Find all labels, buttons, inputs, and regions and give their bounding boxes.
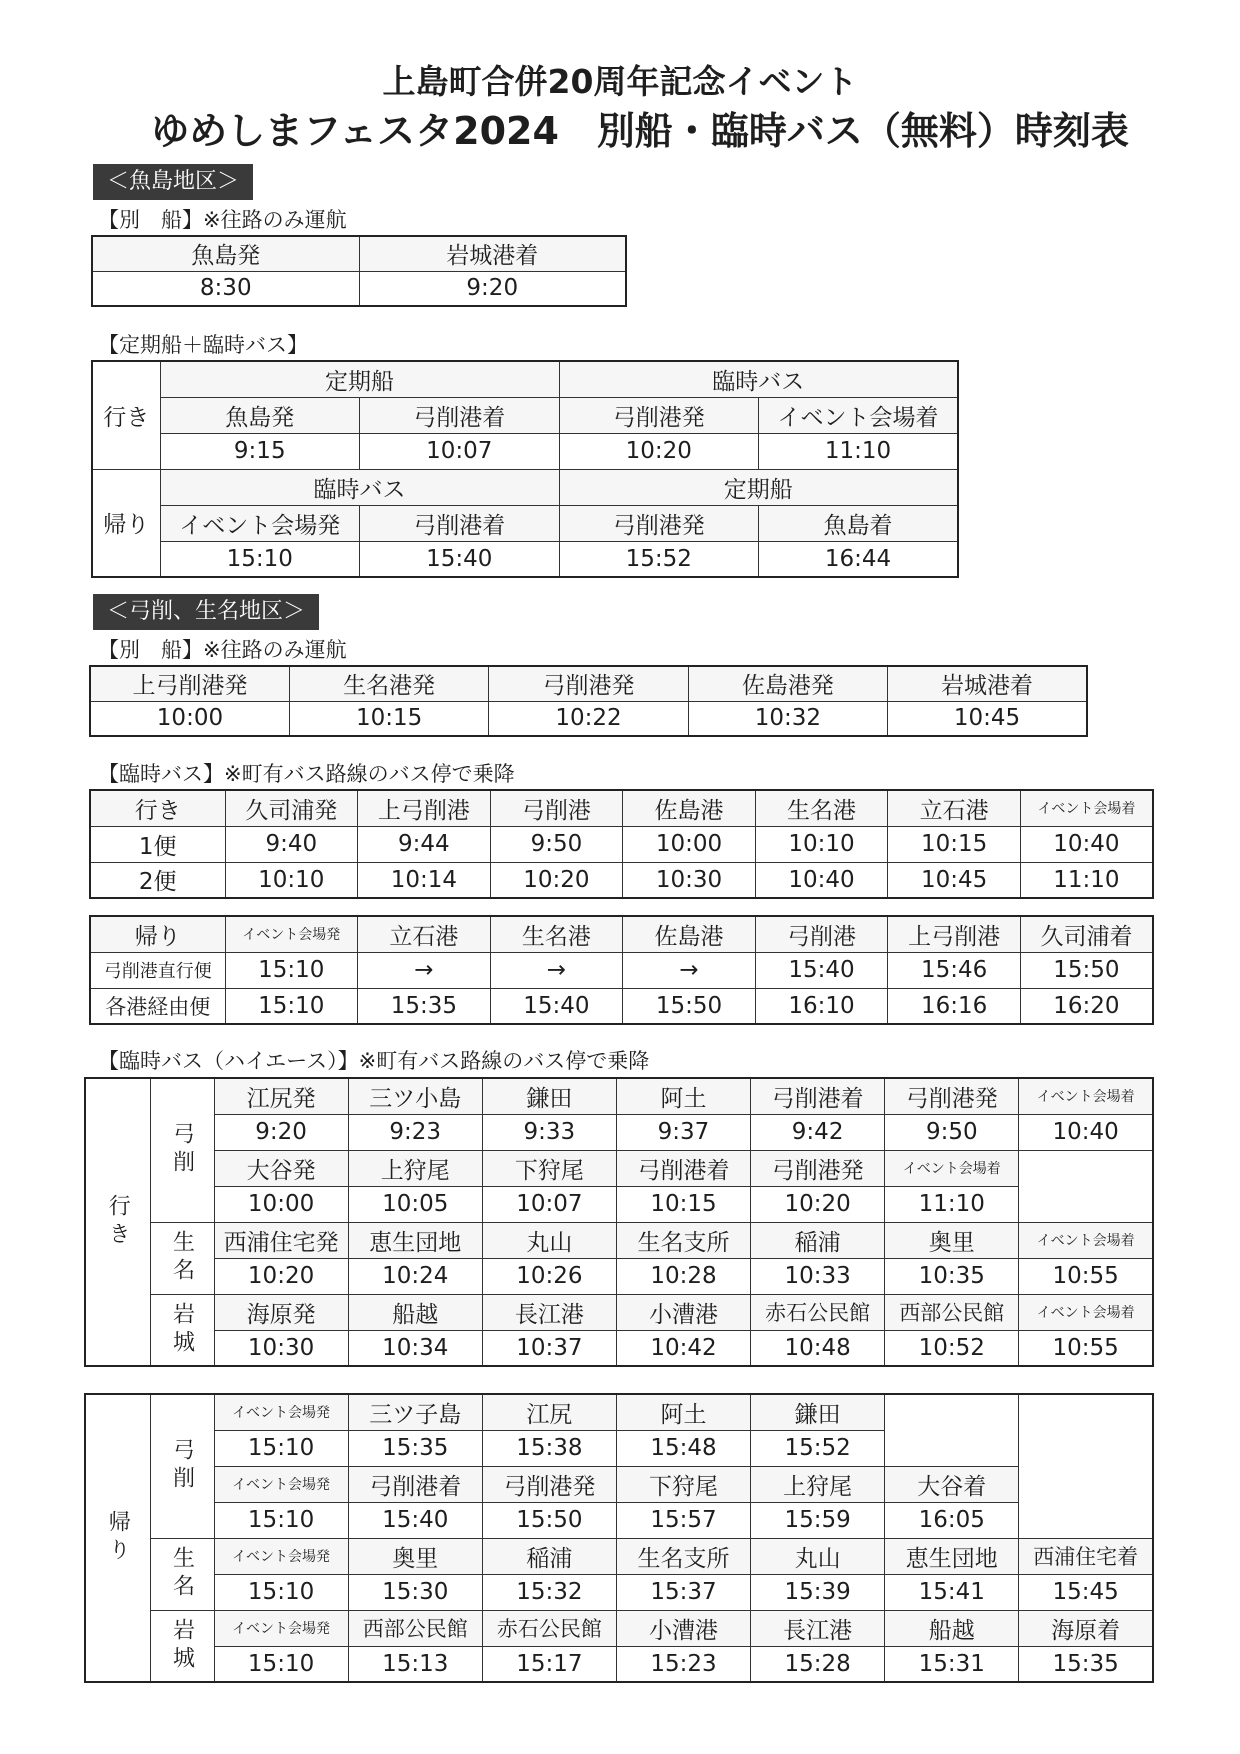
empty-cell bbox=[1019, 1150, 1153, 1222]
time-cell: 10:20 bbox=[214, 1258, 348, 1294]
time-cell: 15:50 bbox=[1020, 952, 1153, 988]
stop-header: 大谷発 bbox=[214, 1150, 348, 1186]
hiace-out-table bbox=[84, 1077, 1154, 1367]
stop-header: 大谷着 bbox=[885, 1466, 1019, 1502]
time-cell: 11:10 bbox=[1020, 862, 1153, 898]
empty-cell bbox=[1019, 1394, 1153, 1538]
uoshima-ferry-table bbox=[91, 235, 627, 307]
time-cell: 10:10 bbox=[755, 826, 888, 862]
stop-header: イベント会場発 bbox=[160, 505, 360, 541]
group-header: 定期船 bbox=[559, 469, 958, 505]
bus-row-label: 2便 bbox=[90, 862, 225, 898]
time-cell: 10:24 bbox=[348, 1258, 482, 1294]
bus-header: 立石港 bbox=[888, 790, 1021, 826]
ferry-time: 9:20 bbox=[359, 271, 626, 306]
time-cell: 10:42 bbox=[616, 1330, 750, 1366]
time-cell: 10:40 bbox=[755, 862, 888, 898]
time-cell: 10:10 bbox=[225, 862, 358, 898]
time-cell: 10:34 bbox=[348, 1330, 482, 1366]
stop-header: 長江港 bbox=[482, 1294, 616, 1330]
time-cell: 16:05 bbox=[885, 1502, 1019, 1538]
stop-header: 小漕港 bbox=[616, 1294, 750, 1330]
stop-header: 弓削港発 bbox=[559, 505, 759, 541]
time-cell: 9:15 bbox=[160, 433, 360, 469]
stop-header: 鎌田 bbox=[482, 1078, 616, 1114]
time-cell: 10:33 bbox=[751, 1258, 885, 1294]
stop-header: 長江港 bbox=[751, 1610, 885, 1646]
time-cell: 15:46 bbox=[888, 952, 1021, 988]
stop-header: 弓削港発 bbox=[482, 1466, 616, 1502]
stop-header: 弓削港着 bbox=[616, 1150, 750, 1186]
stop-header: 上狩尾 bbox=[348, 1150, 482, 1186]
area-label-yuge: 弓削 bbox=[150, 1078, 214, 1222]
bus-header: 上弓削港 bbox=[358, 790, 491, 826]
stop-header: 西浦住宅発 bbox=[214, 1222, 348, 1258]
bus-header: 弓削港 bbox=[490, 790, 623, 826]
stop-header: 鎌田 bbox=[751, 1394, 885, 1430]
time-cell: 16:20 bbox=[1020, 988, 1153, 1024]
uoshima-regular-label: 【定期船＋臨時バス】 bbox=[98, 333, 308, 357]
stop-header: 生名支所 bbox=[616, 1538, 750, 1574]
stop-header: 弓削港着 bbox=[360, 397, 560, 433]
stop-header: 赤石公民館 bbox=[482, 1610, 616, 1646]
stop-header: 弓削港着 bbox=[751, 1078, 885, 1114]
time-cell: 15:10 bbox=[160, 541, 360, 577]
time-cell: 15:41 bbox=[885, 1574, 1019, 1610]
area-label-ikina: 生名 bbox=[150, 1222, 214, 1294]
group-header: 臨時バス bbox=[559, 361, 958, 397]
bus-header: 行き bbox=[90, 790, 225, 826]
time-cell: 15:37 bbox=[616, 1574, 750, 1610]
stop-header: 丸山 bbox=[482, 1222, 616, 1258]
stop-header: 阿土 bbox=[616, 1078, 750, 1114]
time-cell: 10:15 bbox=[888, 826, 1021, 862]
stop-header: 奥里 bbox=[885, 1222, 1019, 1258]
stop-header: 魚島発 bbox=[160, 397, 360, 433]
stop-header: 魚島着 bbox=[759, 505, 959, 541]
stop-header: 江尻発 bbox=[214, 1078, 348, 1114]
stop-header: 生名支所 bbox=[616, 1222, 750, 1258]
time-cell: → bbox=[358, 952, 491, 988]
time-cell: 16:10 bbox=[755, 988, 888, 1024]
time-cell: 15:50 bbox=[482, 1502, 616, 1538]
time-cell: 15:10 bbox=[214, 1574, 348, 1610]
area-label-ikina: 生名 bbox=[150, 1538, 214, 1610]
time-cell: 15:23 bbox=[616, 1646, 750, 1682]
stop-header: 江尻 bbox=[482, 1394, 616, 1430]
area-label-yuge: 弓削 bbox=[150, 1394, 214, 1538]
stop-header: 小漕港 bbox=[616, 1610, 750, 1646]
stop-header: イベント会場発 bbox=[214, 1610, 348, 1646]
stop-header: 弓削港発 bbox=[885, 1078, 1019, 1114]
stop-header: 奥里 bbox=[348, 1538, 482, 1574]
bus-header: 佐島港 bbox=[623, 916, 756, 952]
ferry-time: 8:30 bbox=[92, 271, 359, 306]
bus-header: 立石港 bbox=[358, 916, 491, 952]
stop-header: 下狩尾 bbox=[482, 1150, 616, 1186]
stop-header: イベント会場発 bbox=[214, 1394, 348, 1430]
bus-header: 生名港 bbox=[755, 790, 888, 826]
time-cell: 9:37 bbox=[616, 1114, 750, 1150]
stop-header: 海原発 bbox=[214, 1294, 348, 1330]
time-cell: 10:55 bbox=[1019, 1258, 1153, 1294]
stop-header: イベント会場発 bbox=[214, 1466, 348, 1502]
bus-row-label: 1便 bbox=[90, 826, 225, 862]
title-line1: 上島町合併20周年記念イベント bbox=[382, 62, 858, 101]
empty-cell bbox=[885, 1394, 1019, 1466]
group-header: 臨時バス bbox=[160, 469, 559, 505]
time-cell: 10:45 bbox=[888, 862, 1021, 898]
stop-header: 稲浦 bbox=[482, 1538, 616, 1574]
time-cell: 15:45 bbox=[1019, 1574, 1153, 1610]
time-cell: 15:40 bbox=[348, 1502, 482, 1538]
ferry-time: 10:22 bbox=[489, 701, 688, 736]
stop-header: 船越 bbox=[885, 1610, 1019, 1646]
time-cell: 9:23 bbox=[348, 1114, 482, 1150]
time-cell: 15:10 bbox=[225, 952, 358, 988]
stop-header: 弓削港発 bbox=[751, 1150, 885, 1186]
time-cell: 10:48 bbox=[751, 1330, 885, 1366]
stop-header: 恵生団地 bbox=[885, 1538, 1019, 1574]
stop-header: 丸山 bbox=[751, 1538, 885, 1574]
bus-row-label: 各港経由便 bbox=[90, 988, 225, 1024]
bus-header: 久司浦着 bbox=[1020, 916, 1153, 952]
yuge-bus-ret-table bbox=[89, 915, 1154, 1025]
stop-header: 恵生団地 bbox=[348, 1222, 482, 1258]
stop-header: 赤石公民館 bbox=[751, 1294, 885, 1330]
stop-header: 下狩尾 bbox=[616, 1466, 750, 1502]
time-cell: 10:37 bbox=[482, 1330, 616, 1366]
outbound-label: 行き bbox=[92, 361, 160, 469]
time-cell: 10:26 bbox=[482, 1258, 616, 1294]
time-cell: 15:28 bbox=[751, 1646, 885, 1682]
ferry-header: 弓削港発 bbox=[489, 666, 688, 701]
time-cell: 15:10 bbox=[214, 1646, 348, 1682]
group-header: 定期船 bbox=[160, 361, 559, 397]
time-cell: 9:40 bbox=[225, 826, 358, 862]
time-cell: 10:52 bbox=[885, 1330, 1019, 1366]
area-label-iwagi: 岩城 bbox=[150, 1610, 214, 1682]
time-cell: → bbox=[623, 952, 756, 988]
time-cell: 10:00 bbox=[623, 826, 756, 862]
uoshima-ferry-label: 【別 船】※往路のみ運航 bbox=[98, 208, 347, 232]
stop-header: 西部公民館 bbox=[348, 1610, 482, 1646]
bus-header: 弓削港 bbox=[755, 916, 888, 952]
stop-header: 弓削港着 bbox=[348, 1466, 482, 1502]
time-cell: 9:50 bbox=[885, 1114, 1019, 1150]
yuge-ferry-table bbox=[89, 665, 1088, 737]
stop-header: イベント会場着 bbox=[759, 397, 959, 433]
time-cell: 10:35 bbox=[885, 1258, 1019, 1294]
bus-header: 上弓削港 bbox=[888, 916, 1021, 952]
bus-header: イベント会場発 bbox=[225, 916, 358, 952]
stop-header: イベント会場着 bbox=[1019, 1222, 1153, 1258]
bus-header: 生名港 bbox=[490, 916, 623, 952]
stop-header: 弓削港発 bbox=[559, 397, 759, 433]
ferry-header: 佐島港発 bbox=[688, 666, 887, 701]
time-cell: 15:31 bbox=[885, 1646, 1019, 1682]
time-cell: 9:42 bbox=[751, 1114, 885, 1150]
time-cell: 15:13 bbox=[348, 1646, 482, 1682]
time-cell: 15:10 bbox=[214, 1430, 348, 1466]
bus-header: 帰り bbox=[90, 916, 225, 952]
time-cell: 10:07 bbox=[360, 433, 560, 469]
time-cell: 15:40 bbox=[755, 952, 888, 988]
time-cell: → bbox=[490, 952, 623, 988]
bus-row-label: 弓削港直行便 bbox=[90, 952, 225, 988]
time-cell: 9:44 bbox=[358, 826, 491, 862]
stop-header: 弓削港着 bbox=[360, 505, 560, 541]
time-cell: 10:00 bbox=[214, 1186, 348, 1222]
hiace-label: 【臨時バス（ハイエース）】※町有バス路線のバス停で乗降 bbox=[98, 1049, 650, 1073]
time-cell: 15:30 bbox=[348, 1574, 482, 1610]
stop-header: 西浦住宅着 bbox=[1019, 1538, 1153, 1574]
time-cell: 15:52 bbox=[751, 1430, 885, 1466]
ferry-time: 10:00 bbox=[90, 701, 289, 736]
time-cell: 9:20 bbox=[214, 1114, 348, 1150]
time-cell: 9:33 bbox=[482, 1114, 616, 1150]
yuge-ferry-label: 【別 船】※往路のみ運航 bbox=[98, 638, 347, 662]
time-cell: 15:35 bbox=[348, 1430, 482, 1466]
time-cell: 10:20 bbox=[490, 862, 623, 898]
title-line2: ゆめしまフェスタ2024 別船・臨時バス（無料）時刻表 bbox=[151, 109, 1129, 153]
time-cell: 11:10 bbox=[885, 1186, 1019, 1222]
time-cell: 10:07 bbox=[482, 1186, 616, 1222]
ferry-header: 岩城港着 bbox=[359, 236, 626, 271]
stop-header: 稲浦 bbox=[751, 1222, 885, 1258]
uoshima-regular-table bbox=[91, 360, 959, 578]
stop-header: イベント会場発 bbox=[214, 1538, 348, 1574]
time-cell: 15:35 bbox=[358, 988, 491, 1024]
time-cell: 10:55 bbox=[1019, 1330, 1153, 1366]
time-cell: 11:10 bbox=[759, 433, 959, 469]
area-label-iwagi: 岩城 bbox=[150, 1294, 214, 1366]
time-cell: 15:38 bbox=[482, 1430, 616, 1466]
time-cell: 15:32 bbox=[482, 1574, 616, 1610]
time-cell: 10:20 bbox=[751, 1186, 885, 1222]
stop-header: 阿土 bbox=[616, 1394, 750, 1430]
time-cell: 10:15 bbox=[616, 1186, 750, 1222]
time-cell: 10:14 bbox=[358, 862, 491, 898]
stop-header: 海原着 bbox=[1019, 1610, 1153, 1646]
time-cell: 15:57 bbox=[616, 1502, 750, 1538]
stop-header: 西部公民館 bbox=[885, 1294, 1019, 1330]
time-cell: 15:39 bbox=[751, 1574, 885, 1610]
time-cell: 10:20 bbox=[559, 433, 759, 469]
time-cell: 10:05 bbox=[348, 1186, 482, 1222]
stop-header: イベント会場着 bbox=[885, 1150, 1019, 1186]
stop-header: イベント会場着 bbox=[1019, 1078, 1153, 1114]
uoshima-badge: ＜魚島地区＞ bbox=[93, 164, 253, 200]
time-cell: 15:10 bbox=[225, 988, 358, 1024]
time-cell: 9:50 bbox=[490, 826, 623, 862]
hiace-ret-table bbox=[84, 1393, 1154, 1683]
time-cell: 15:48 bbox=[616, 1430, 750, 1466]
time-cell: 15:59 bbox=[751, 1502, 885, 1538]
time-cell: 10:40 bbox=[1020, 826, 1153, 862]
ferry-header: 岩城港着 bbox=[888, 666, 1087, 701]
yuge-bus-label: 【臨時バス】※町有バス路線のバス停で乗降 bbox=[98, 762, 515, 786]
time-cell: 15:17 bbox=[482, 1646, 616, 1682]
yuge-badge: ＜弓削、生名地区＞ bbox=[93, 594, 319, 630]
stop-header: 上狩尾 bbox=[751, 1466, 885, 1502]
hiace-ret-label: 帰り bbox=[85, 1394, 150, 1682]
bus-header: 佐島港 bbox=[623, 790, 756, 826]
time-cell: 10:28 bbox=[616, 1258, 750, 1294]
stop-header: 三ツ子島 bbox=[348, 1394, 482, 1430]
yuge-bus-out-table bbox=[89, 789, 1154, 899]
time-cell: 15:40 bbox=[360, 541, 560, 577]
ferry-time: 10:15 bbox=[289, 701, 488, 736]
ferry-header: 生名港発 bbox=[289, 666, 488, 701]
bus-header: 久司浦発 bbox=[225, 790, 358, 826]
ferry-header: 上弓削港発 bbox=[90, 666, 289, 701]
time-cell: 15:40 bbox=[490, 988, 623, 1024]
bus-header: イベント会場着 bbox=[1020, 790, 1153, 826]
time-cell: 16:16 bbox=[888, 988, 1021, 1024]
ferry-time: 10:45 bbox=[888, 701, 1087, 736]
stop-header: イベント会場着 bbox=[1019, 1294, 1153, 1330]
stop-header: 三ツ小島 bbox=[348, 1078, 482, 1114]
time-cell: 10:30 bbox=[214, 1330, 348, 1366]
hiace-out-label: 行き bbox=[85, 1078, 150, 1366]
return-label: 帰り bbox=[92, 469, 160, 577]
time-cell: 10:30 bbox=[623, 862, 756, 898]
time-cell: 15:35 bbox=[1019, 1646, 1153, 1682]
time-cell: 10:40 bbox=[1019, 1114, 1153, 1150]
ferry-time: 10:32 bbox=[688, 701, 887, 736]
time-cell: 15:52 bbox=[559, 541, 759, 577]
ferry-header: 魚島発 bbox=[92, 236, 359, 271]
time-cell: 16:44 bbox=[759, 541, 959, 577]
time-cell: 15:50 bbox=[623, 988, 756, 1024]
stop-header: 船越 bbox=[348, 1294, 482, 1330]
time-cell: 15:10 bbox=[214, 1502, 348, 1538]
